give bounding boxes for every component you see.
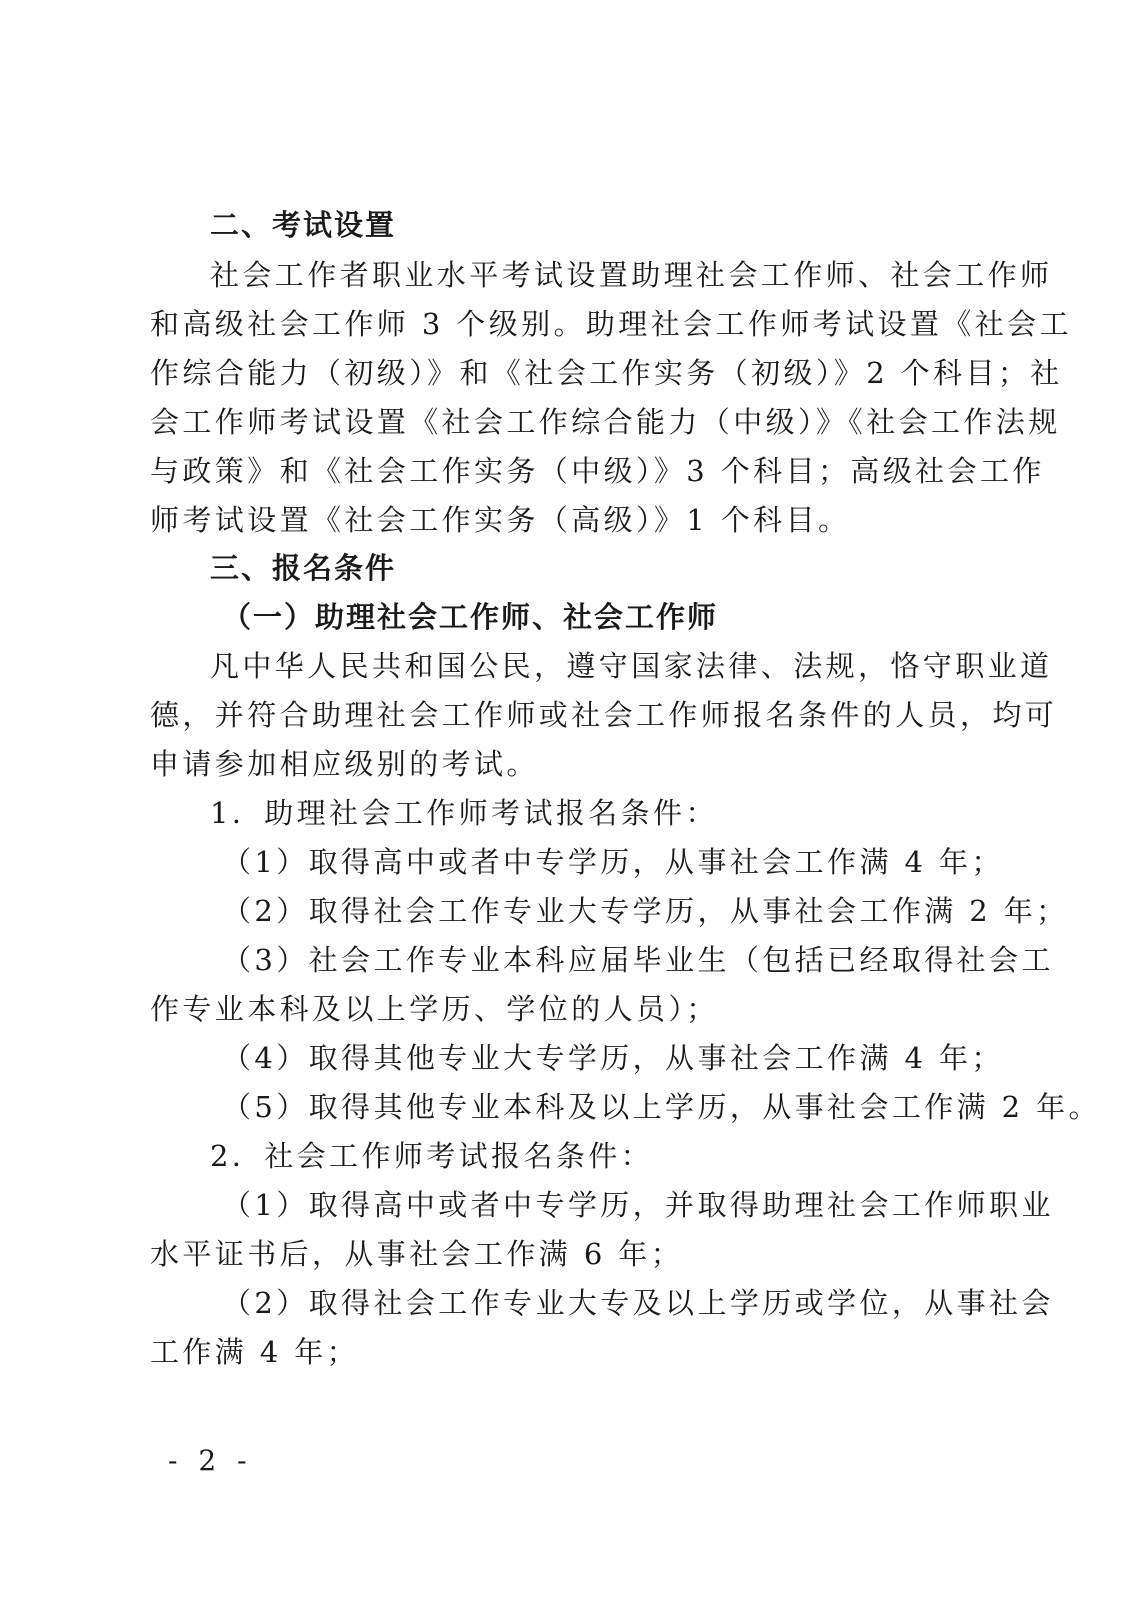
- list-item-continuation: 作专业本科及以上学历、学位的人员）；: [150, 992, 719, 1026]
- paragraph-line: 会工作师考试设置《社会工作综合能力（中级）》《社会工作法规: [150, 405, 1061, 439]
- list-item-continuation: 工作满 4 年；: [150, 1335, 360, 1369]
- page-number: - 2 -: [168, 1444, 253, 1477]
- list-item: （3）社会工作专业本科应届毕业生（包括已经取得社会工: [222, 943, 1054, 977]
- paragraph-line: 凡中华人民共和国公民，遵守国家法律、法规，恪守职业道: [210, 649, 1053, 683]
- list-item: （4）取得其他专业大专学历，从事社会工作满 4 年；: [222, 1041, 1004, 1075]
- list-item-continuation: 水平证书后，从事社会工作满 6 年；: [150, 1237, 684, 1271]
- list-item: （1）取得高中或者中专学历，从事社会工作满 4 年；: [222, 845, 1004, 879]
- list-heading: 1．助理社会工作师考试报名条件：: [210, 796, 718, 830]
- paragraph-line: 社会工作者职业水平考试设置助理社会工作师、社会工作师: [210, 258, 1053, 292]
- section-heading-registration: 三、报名条件: [210, 551, 397, 585]
- paragraph-line: 与政策》和《社会工作实务（中级）》3 个科目；高级社会工作: [150, 454, 1045, 488]
- paragraph-line: 申请参加相应级别的考试。: [150, 747, 539, 781]
- paragraph-line: 和高级社会工作师 3 个级别。助理社会工作师考试设置《社会工: [150, 307, 1072, 341]
- list-item: （2）取得社会工作专业大专学历，从事社会工作满 2 年；: [222, 894, 1069, 928]
- list-item: （1）取得高中或者中专学历，并取得助理社会工作师职业: [222, 1188, 1054, 1222]
- list-heading: 2．社会工作师考试报名条件：: [210, 1139, 654, 1173]
- subsection-heading: （一）助理社会工作师、社会工作师: [222, 600, 719, 634]
- paragraph-line: 德，并符合助理社会工作师或社会工作师报名条件的人员，均可: [150, 698, 1058, 732]
- paragraph-line: 师考试设置《社会工作实务（高级）》1 个科目。: [150, 503, 851, 537]
- section-heading-exam-setup: 二、考试设置: [210, 208, 397, 242]
- list-item: （5）取得其他专业本科及以上学历，从事社会工作满 2 年。: [222, 1090, 1101, 1124]
- list-item: （2）取得社会工作专业大专及以上学历或学位，从事社会: [222, 1286, 1054, 1320]
- paragraph-line: 作综合能力（初级）》和《社会工作实务（初级）》2 个科目；社: [150, 356, 1063, 390]
